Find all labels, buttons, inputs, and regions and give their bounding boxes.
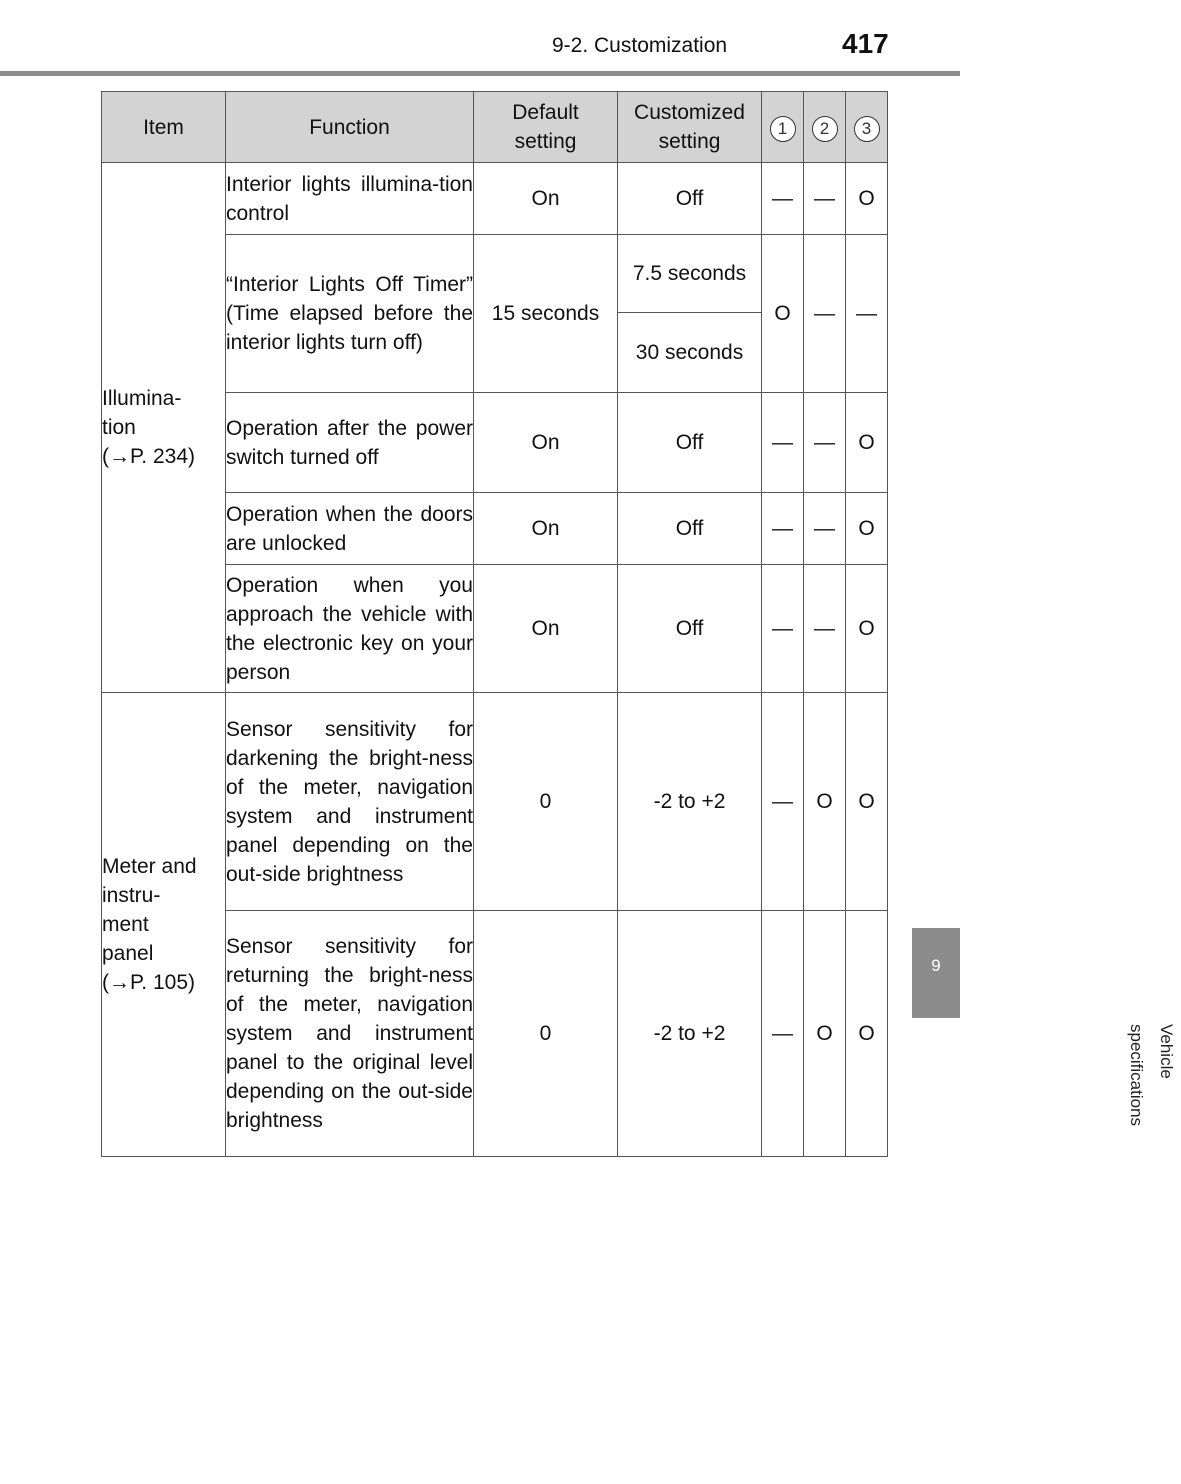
item-line: tion	[102, 416, 136, 439]
col2-cell: —	[804, 393, 846, 493]
default-cell: On	[474, 393, 618, 493]
header-col-1	[762, 92, 804, 163]
page-number: 417	[842, 28, 889, 59]
header-default-line2: setting	[514, 130, 577, 153]
customization-table	[101, 91, 888, 1157]
col1-cell: —	[762, 565, 804, 693]
custom-cell: 30 seconds	[618, 313, 762, 393]
item-illumination	[102, 163, 226, 693]
chapter-title: Vehicle specifications	[1127, 1024, 1176, 1127]
col3-cell: O	[846, 565, 888, 693]
col3-cell: O	[846, 393, 888, 493]
item-line: panel	[102, 942, 154, 965]
default-cell: On	[474, 493, 618, 565]
col3-cell: O	[846, 493, 888, 565]
circled-number-2: 2	[812, 116, 838, 142]
header-col-2	[804, 92, 846, 163]
custom-cell: Off	[618, 493, 762, 565]
item-line: ment	[102, 913, 149, 936]
col1-cell: —	[762, 911, 804, 1157]
item-line: (→P. 234)	[102, 445, 195, 468]
col2-cell: —	[804, 163, 846, 235]
section-title: 9-2. Customization	[552, 34, 728, 57]
header-function: Function	[226, 92, 474, 163]
custom-cell: Off	[618, 393, 762, 493]
col1-cell: —	[762, 163, 804, 235]
header-default-setting	[474, 92, 618, 163]
function-cell: “Interior Lights Off Timer” (Time elapsed before the interior lights turn off)	[226, 235, 474, 393]
col2-cell: —	[804, 235, 846, 393]
header-custom-line2: setting	[658, 130, 721, 153]
default-cell: On	[474, 163, 618, 235]
col1-cell: —	[762, 693, 804, 911]
function-cell: Sensor sensitivity for returning the bright-ness of the meter, navigation system and instrument panel to the original level depending on the out-side brightness	[226, 911, 474, 1157]
table-row	[102, 693, 888, 911]
default-cell: 0	[474, 911, 618, 1157]
item-meter-panel	[102, 693, 226, 1157]
header-custom-line1: Customized	[634, 101, 745, 124]
function-cell: Operation when the doors are unlocked	[226, 493, 474, 565]
function-cell: Operation after the power switch turned off	[226, 393, 474, 493]
col3-cell: O	[846, 163, 888, 235]
custom-cell: -2 to +2	[618, 693, 762, 911]
header-default-line1: Default	[512, 101, 579, 124]
col3-cell: O	[846, 693, 888, 911]
default-cell: On	[474, 565, 618, 693]
header-col-3	[846, 92, 888, 163]
col1-cell: O	[762, 235, 804, 393]
col2-cell: —	[804, 565, 846, 693]
chapter-number: 9	[931, 956, 941, 975]
default-cell: 15 seconds	[474, 235, 618, 393]
custom-cell: Off	[618, 565, 762, 693]
custom-cell: -2 to +2	[618, 911, 762, 1157]
function-cell: Operation when you approach the vehicle with the electronic key on your person	[226, 565, 474, 693]
col2-cell: O	[804, 911, 846, 1157]
col3-cell: —	[846, 235, 888, 393]
header-customized-setting	[618, 92, 762, 163]
function-cell: Interior lights illumina-tion control	[226, 163, 474, 235]
circled-number-1: 1	[770, 116, 796, 142]
col1-cell: —	[762, 393, 804, 493]
item-line: Meter and	[102, 855, 197, 878]
col2-cell: O	[804, 693, 846, 911]
header-divider	[0, 71, 960, 76]
header-item: Item	[102, 92, 226, 163]
default-cell: 0	[474, 693, 618, 911]
item-line: (→P. 105)	[102, 971, 195, 994]
col3-cell: O	[846, 911, 888, 1157]
function-cell: Sensor sensitivity for darkening the bright-ness of the meter, navigation system and instrument panel depending on the out-side brightness	[226, 693, 474, 911]
table-header-row	[102, 92, 888, 163]
col2-cell: —	[804, 493, 846, 565]
col1-cell: —	[762, 493, 804, 565]
item-line: Illumina-	[102, 387, 182, 410]
table-row	[102, 163, 888, 235]
item-line: instru-	[102, 884, 161, 907]
custom-cell: Off	[618, 163, 762, 235]
chapter-tab[interactable]	[912, 928, 960, 1018]
custom-cell: 7.5 seconds	[618, 235, 762, 313]
circled-number-3: 3	[854, 116, 880, 142]
